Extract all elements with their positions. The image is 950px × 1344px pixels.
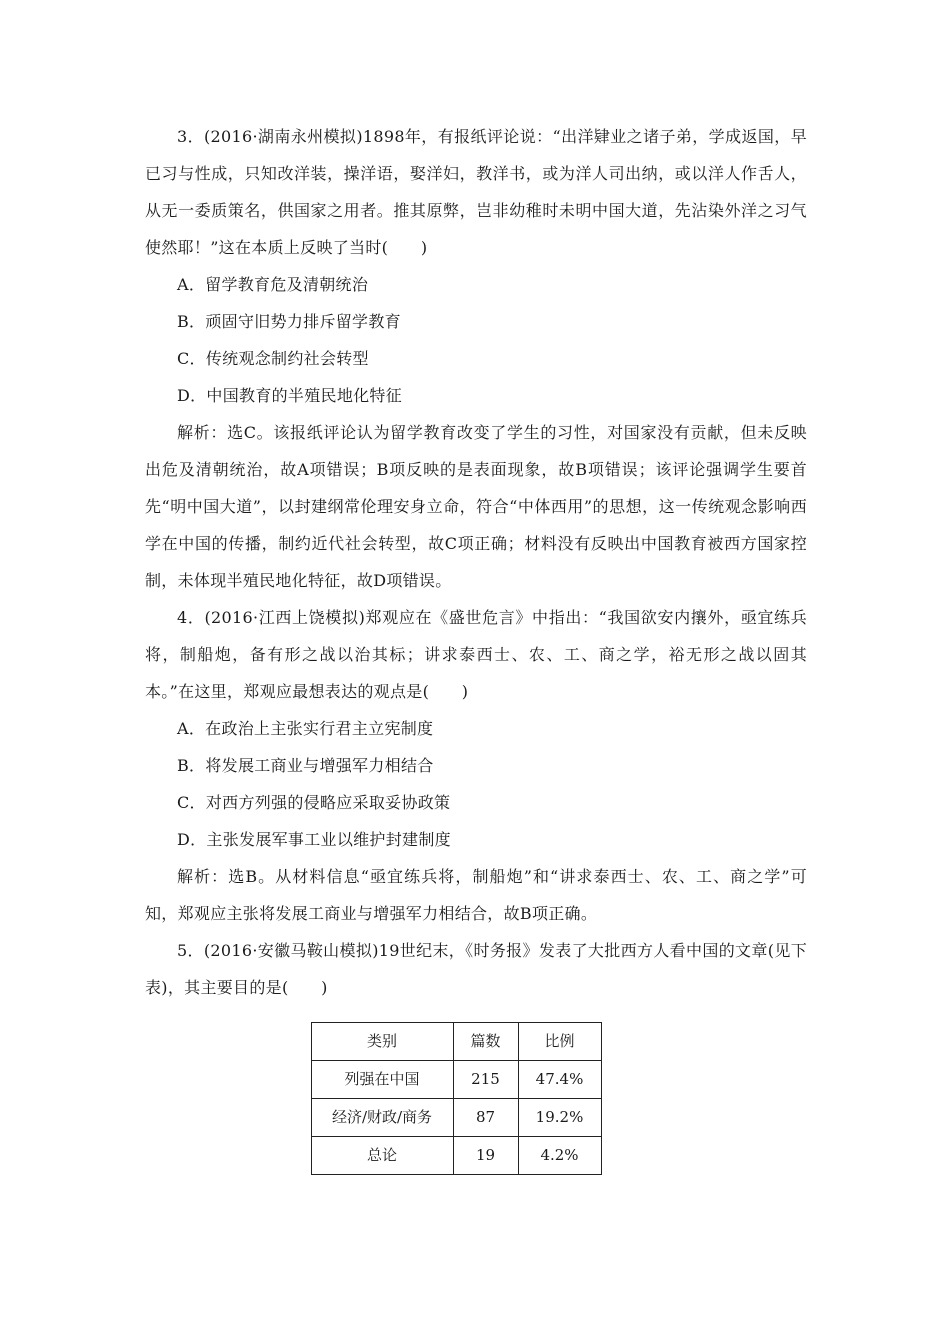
table-header-count: 篇数	[453, 1023, 518, 1061]
table-cell-category: 列强在中国	[311, 1061, 453, 1099]
question-3-option-a: A．留学教育危及清朝统治	[177, 275, 369, 294]
question-3-stem: 3．(2016·湖南永州模拟)1898年，有报纸评论说：“出洋肄业之诸子弟，学成返国，早已习与性成，只知改洋装，操洋语，娶洋妇，教洋书，或为洋人司出纳，或以洋人作舌人，从无一委质策名，供国家之用者。推其原弊，岂非幼稚时未明中国大道，先沾染外洋之习气使然耶！”这在本质上反映了当时( )	[145, 127, 807, 257]
table-row	[311, 1137, 601, 1175]
table-cell-count: 87	[453, 1099, 518, 1137]
table-header-ratio: 比例	[518, 1023, 601, 1061]
question-4-option-a: A．在政治上主张实行君主立宪制度	[177, 719, 434, 738]
question-4-option-b: B．将发展工商业与增强军力相结合	[177, 756, 434, 775]
question-5-stem: 5．(2016·安徽马鞍山模拟)19世纪末，《时务报》发表了大批西方人看中国的文章(见下表)，其主要目的是( )	[145, 941, 807, 997]
article-stats-table-wrapper	[145, 1022, 807, 1175]
table-row	[311, 1099, 601, 1137]
article-stats-table	[311, 1022, 602, 1175]
table-cell-ratio: 4.2%	[518, 1137, 601, 1175]
question-4-option-c: C．对西方列强的侵略应采取妥协政策	[177, 793, 451, 812]
table-cell-ratio: 19.2%	[518, 1099, 601, 1137]
table-header-category: 类别	[311, 1023, 453, 1061]
table-header-row	[311, 1023, 601, 1061]
question-3-option-b: B．顽固守旧势力排斥留学教育	[177, 312, 401, 331]
table-cell-ratio: 47.4%	[518, 1061, 601, 1099]
question-3-option-d: D．中国教育的半殖民地化特征	[177, 386, 403, 405]
table-cell-category: 总论	[311, 1137, 453, 1175]
table-cell-count: 215	[453, 1061, 518, 1099]
question-4-stem: 4．(2016·江西上饶模拟)郑观应在《盛世危言》中指出：“我国欲安内攘外，亟宜练兵将，制船炮，备有形之战以治其标；讲求泰西士、农、工、商之学，裕无形之战以固其本。”在这里，郑观应最想表达的观点是( )	[145, 608, 807, 701]
question-3-option-c: C．传统观念制约社会转型	[177, 349, 369, 368]
question-4-option-d: D．主张发展军事工业以维护封建制度	[177, 830, 451, 849]
question-4-analysis: 解析：选B。从材料信息“亟宜练兵将，制船炮”和“讲求泰西士、农、工、商之学”可知，郑观应主张将发展工商业与增强军力相结合，故B项正确。	[145, 867, 807, 923]
question-3-analysis: 解析：选C。该报纸评论认为留学教育改变了学生的习性，对国家没有贡献，但未反映出危及清朝统治，故A项错误；B项反映的是表面现象，故B项错误；该评论强调学生要首先“明中国大道”，以封建纲常伦理安身立命，符合“中体西用”的思想，这一传统观念影响西学在中国的传播，制约近代社会转型，故C项正确；材料没有反映出中国教育被西方国家控制，未体现半殖民地化特征，故D项错误。	[145, 423, 807, 590]
page-content	[145, 118, 807, 1175]
table-cell-category: 经济/财政/商务	[311, 1099, 453, 1137]
table-row	[311, 1061, 601, 1099]
table-cell-count: 19	[453, 1137, 518, 1175]
